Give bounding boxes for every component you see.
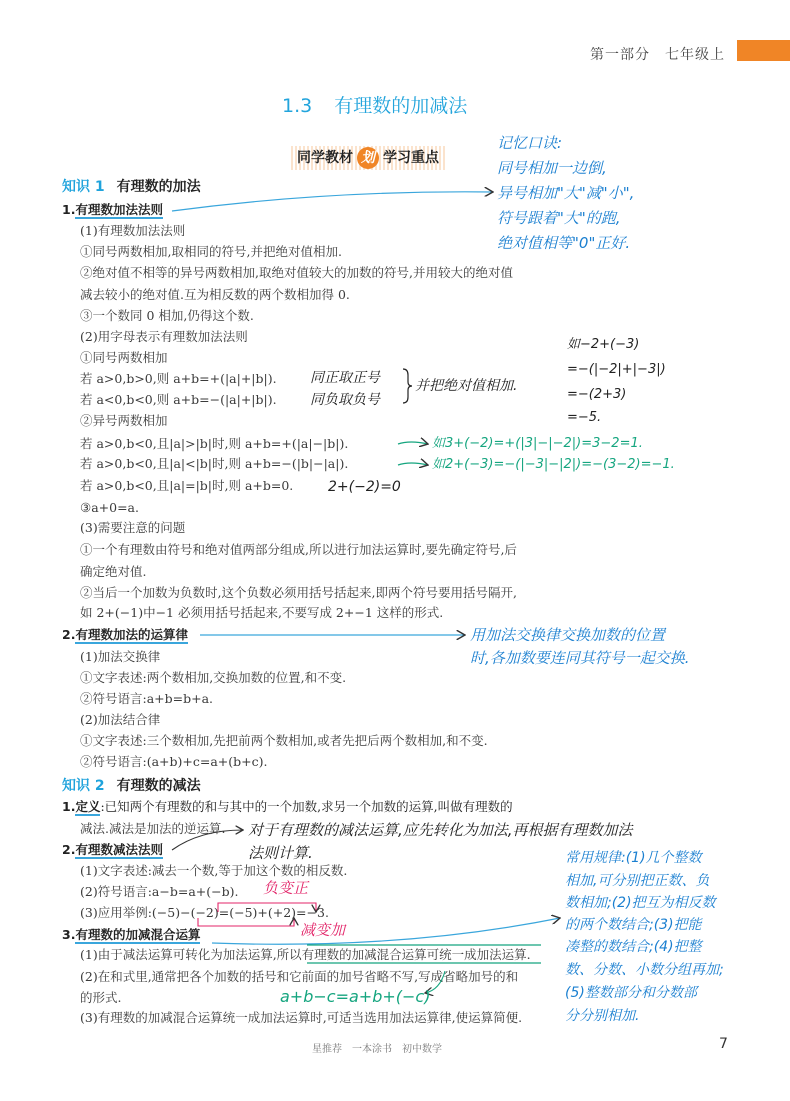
heading-number: 1.	[62, 799, 76, 814]
handwritten-example: =−5.	[567, 410, 602, 425]
chapter-title-text: 有理数的加减法	[334, 95, 468, 117]
badge-right: 学习重点	[383, 150, 439, 166]
rules-note: 分分别相加.	[565, 1008, 640, 1024]
handwritten-example: 如3+(−2)=+(|3|−|−2|)=3−2=1.	[432, 436, 643, 451]
body-line: (1)有理数加法法则	[80, 223, 186, 238]
handwritten-note: 同负取负号	[310, 392, 380, 408]
body-line: (2)用字母表示有理数加法法则	[80, 329, 248, 344]
rules-note: (5)整数部分和分数部	[565, 985, 697, 1001]
body-line: 若 a>0,b>0,则 a+b=+(|a|+|b|).	[80, 371, 277, 386]
heading-text: 有理数减法法则	[75, 842, 163, 857]
knowledge-tag: 知识 1	[62, 179, 105, 195]
body-line: 确定绝对值.	[80, 564, 147, 579]
body-line: ③一个数同 0 相加,仍得这个数.	[80, 308, 254, 323]
body-line: (3)应用举例:(−5)−(−2)=(−5)+(+2)=−3.	[80, 905, 329, 920]
handwritten-example: 如2+(−3)=−(|−3|−|2|)=−(3−2)=−1.	[432, 457, 675, 472]
body-line: ①同号两数相加	[80, 350, 168, 365]
body-line: (2)加法结合律	[80, 712, 161, 727]
handwritten-note: 负变正	[263, 879, 309, 897]
arrow-to-subtraction	[172, 830, 243, 850]
handwritten-note: 对于有理数的减法运算,应先转化为加法,再根据有理数加法	[248, 821, 633, 839]
badge-left: 同学教材	[297, 150, 353, 166]
mnemonic-note: 绝对值相等"0"正好.	[497, 234, 631, 252]
handwritten-note: 时,各加数要连同其符号一起交换.	[470, 649, 690, 667]
rules-note: 数相加;(2)把互为相反数	[565, 895, 716, 911]
knowledge-tag: 知识 2	[62, 778, 105, 794]
body-line: ①文字表述:三个数相加,先把前两个数相加,或者先把后两个数相加,和不变.	[80, 733, 488, 748]
body-line: ②绝对值不相等的异号两数相加,取绝对值较大的加数的符号,并用较大的绝对值	[80, 265, 513, 280]
body-line: (2)符号语言:a−b=a+(−b).	[80, 884, 239, 899]
body-line: ②异号两数相加	[80, 413, 168, 428]
heading-number: 3.	[62, 927, 76, 942]
body-line: (2)在和式里,通常把各个加数的括号和它前面的加号省略不写,写成省略加号的和	[80, 969, 519, 984]
rules-note: 相加,可分别把正数、负	[565, 873, 710, 889]
handwritten-note: 用加法交换律交换加数的位置	[470, 626, 666, 644]
body-line: 若 a>0,b<0,且|a|=|b|时,则 a+b=0.	[80, 478, 294, 493]
mnemonic-note: 异号相加"大"减"小",	[497, 184, 635, 202]
body-line: 减法.减法是加法的逆运算.	[80, 821, 226, 836]
heading-text: 定义	[75, 799, 101, 814]
body-line: 若 a>0,b<0,且|a|<|b|时,则 a+b=−(|b|−|a|).	[80, 456, 349, 471]
arrow-example-a	[398, 442, 428, 444]
body-line: (3)需要注意的问题	[80, 520, 186, 535]
handwritten-note: 并把绝对值相加.	[415, 378, 518, 394]
body-line: ①同号两数相加,取相同的符号,并把绝对值相加.	[80, 244, 342, 259]
body-line: (1)加法交换律	[80, 649, 161, 664]
rules-note: 的两个数结合;(3)把能	[565, 917, 702, 933]
rules-note: 数、分数、小数分组再加;	[565, 962, 724, 978]
heading-number: 2.	[62, 842, 76, 857]
body-line: 如 2+(−1)中−1 必须用括号括起来,不要写成 2+−1 这样的形式.	[80, 605, 444, 620]
body-line: 若 a<0,b<0,则 a+b=−(|a|+|b|).	[80, 392, 277, 407]
handwritten-note: 减变加	[300, 921, 346, 939]
body-line: ①文字表述:两个数相加,交换加数的位置,和不变.	[80, 670, 347, 685]
arrow-to-mnemonic	[172, 192, 493, 211]
page-number: 7	[719, 1036, 728, 1052]
brace	[403, 369, 412, 403]
mnemonic-note: 记忆口诀:	[497, 134, 563, 152]
rules-note: 凑整的数结合;(4)把整	[565, 939, 702, 955]
handwritten-example: 如−2+(−3)	[567, 337, 640, 352]
knowledge-title: 有理数的加法	[116, 179, 201, 195]
chapter-number: 1.3	[282, 95, 313, 117]
knowledge-title: 有理数的减法	[116, 778, 201, 794]
heading-text: 有理数加法法则	[75, 202, 163, 217]
handwritten-example: =−(2+3)	[567, 387, 627, 402]
heading-text: 有理数加法的运算律	[75, 627, 188, 642]
body-line: ②符号语言:(a+b)+c=a+(b+c).	[80, 754, 268, 769]
handwritten-example: =−(|−2|+|−3|)	[567, 362, 666, 377]
heading-number: 1.	[62, 202, 76, 217]
handwritten-note: a+b−c=a+b+(−c)	[280, 987, 431, 1006]
body-line: ①一个有理数由符号和绝对值两部分组成,所以进行加法运算时,要先确定符号,后	[80, 542, 517, 557]
section-header: 第一部分 七年级上	[590, 47, 725, 63]
body-line: 减去较小的绝对值.互为相反数的两个数相加得 0.	[80, 287, 350, 302]
body-line: 若 a>0,b<0,且|a|>|b|时,则 a+b=+(|a|−|b|).	[80, 436, 349, 451]
pen-mark-icon: 划	[357, 147, 379, 169]
handwritten-note: 法则计算.	[248, 844, 313, 862]
neg-to-pos-bracket	[218, 903, 316, 912]
sub-to-add-bracket	[198, 918, 294, 926]
mnemonic-note: 符号跟着"大"的跑,	[497, 209, 621, 227]
page-footer: 星推荐 一本涂书 初中数学	[312, 1044, 442, 1055]
mnemonic-note: 同号相加一边倒,	[497, 159, 607, 177]
body-line: ②符号语言:a+b=b+a.	[80, 691, 214, 706]
body-line: ②当后一个加数为负数时,这个负数必须用括号括起来,即两个符号要用括号隔开,	[80, 585, 517, 600]
body-line: ③a+0=a.	[80, 500, 139, 515]
handwritten-note: 同正取正号	[310, 370, 380, 386]
body-line: (3)有理数的加减混合运算统一成加法运算时,可适当选用加法运算律,使运算简便.	[80, 1010, 523, 1025]
body-line: (1)由于减法运算可转化为加法运算,所以有理数的加减混合运算可统一成加法运算.	[80, 947, 531, 962]
heading-tail: :已知两个有理数的和与其中的一个加数,求另一个加数的运算,叫做有理数的	[100, 799, 513, 814]
heading-number: 2.	[62, 627, 76, 642]
heading-text: 有理数的加减混合运算	[75, 927, 201, 942]
arrow-to-rules	[212, 918, 560, 944]
handwritten-example: 2+(−2)=0	[328, 479, 401, 495]
body-line: (1)文字表述:减去一个数,等于加这个数的相反数.	[80, 863, 348, 878]
rules-note: 常用规律:(1)几个整数	[565, 850, 702, 866]
arrow-example-b	[398, 463, 428, 465]
body-line: 的形式.	[80, 990, 122, 1005]
